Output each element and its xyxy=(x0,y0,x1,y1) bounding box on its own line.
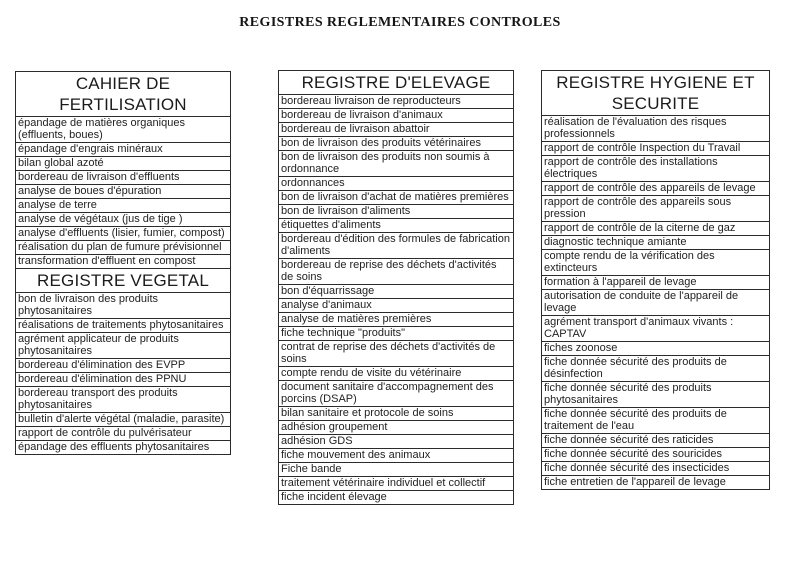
register-item: bon de livraison des produits non soumis à ordonnance xyxy=(279,151,513,177)
register-item: analyse de végétaux (jus de tige ) xyxy=(16,213,230,227)
register-item: diagnostic technique amiante xyxy=(542,236,769,250)
register-item: fiche incident élevage xyxy=(281,491,387,503)
register-item: rapport de contrôle de la citerne de gaz xyxy=(542,222,769,236)
register-item: épandage d'engrais minéraux xyxy=(16,143,230,157)
register-item: bordereau livraison de reproducteurs xyxy=(279,95,513,109)
register-item: contrat de reprise des déchets d'activités de soins xyxy=(279,341,513,367)
register-item: compte rendu de la vérification des extincteurs xyxy=(542,250,769,276)
register-item: analyse de terre xyxy=(16,199,230,213)
register-item: autorisation de conduite de l'appareil de levage xyxy=(542,290,769,316)
register-item: rapport de contrôle des appareils sous pression xyxy=(542,196,769,222)
register-item: bordereau de livraison abattoir xyxy=(279,123,513,137)
register-item: document sanitaire d'accompagnement des porcins (DSAP) xyxy=(279,381,513,407)
register-item: fiches zoonose xyxy=(542,342,769,356)
register-item: Fiche bande xyxy=(279,463,513,477)
register-item: rapport de contrôle des appareils de levage xyxy=(542,182,769,196)
register-item: fiche donnée sécurité des produits phytosanitaires xyxy=(542,382,769,408)
register-item: bordereau transport des produits phytosanitaires xyxy=(16,387,230,413)
page-title: REGISTRES REGLEMENTAIRES CONTROLES xyxy=(239,15,561,30)
register-item: compte rendu de visite du vétérinaire xyxy=(279,367,513,381)
register-item: bon de livraison d'aliments xyxy=(279,205,513,219)
register-item: ordonnances xyxy=(279,177,513,191)
register-item: épandage de matières organiques (effluents, boues) xyxy=(16,117,230,143)
register-item: rapport de contrôle Inspection du Travail xyxy=(542,142,769,156)
register-item: bordereau d'édition des formules de fabrication d'aliments xyxy=(279,233,513,259)
register-item: analyse d'animaux xyxy=(279,299,513,313)
register-item: fiche entretien de l'appareil de levage xyxy=(544,476,726,488)
register-item: bilan global azoté xyxy=(16,157,230,171)
register-item: bordereau de livraison d'effluents xyxy=(16,171,230,185)
register-item: bordereau d'élimination des PPNU xyxy=(16,373,230,387)
register-item: agrément transport d'animaux vivants : CAPTAV xyxy=(542,316,769,342)
register-item: analyse de matières premières xyxy=(279,313,513,327)
register-item: bon de livraison des produits vétérinaires xyxy=(279,137,513,151)
register-header: REGISTRE HYGIENE ET SECURITE xyxy=(542,71,769,116)
register-item: bon de livraison des produits phytosanitaires xyxy=(16,293,230,319)
register-item: fiche donnée sécurité des souricides xyxy=(542,448,769,462)
register-item: réalisation du plan de fumure prévisionnel xyxy=(16,241,230,255)
register-item: étiquettes d'aliments xyxy=(279,219,513,233)
register-item: réalisations de traitements phytosanitaires xyxy=(16,319,230,333)
register-item: fiche technique "produits" xyxy=(279,327,513,341)
register-item: adhésion GDS xyxy=(279,435,513,449)
register-item: bulletin d'alerte végétal (maladie, parasite) xyxy=(16,413,230,427)
register-item: fiche donnée sécurité des raticides xyxy=(542,434,769,448)
register-item: transformation d'effluent en compost xyxy=(16,255,230,269)
register-item: rapport de contrôle des installations électriques xyxy=(542,156,769,182)
table-registre-hygiene-securite xyxy=(541,70,770,490)
register-item: analyse d'effluents (lisier, fumier, compost) xyxy=(16,227,230,241)
register-item: adhésion groupement xyxy=(279,421,513,435)
register-item: rapport de contrôle du pulvérisateur xyxy=(16,427,230,441)
register-item: bon d'équarrissage xyxy=(279,285,513,299)
register-header: REGISTRE D'ELEVAGE xyxy=(279,71,513,95)
table-cahier-de-fertilisation xyxy=(15,71,231,455)
register-item: traitement vétérinaire individuel et collectif xyxy=(279,477,513,491)
register-item: fiche donnée sécurité des produits de désinfection xyxy=(542,356,769,382)
register-item: formation à l'appareil de levage xyxy=(542,276,769,290)
register-item: fiche mouvement des animaux xyxy=(279,449,513,463)
register-item: analyse de boues d'épuration xyxy=(16,185,230,199)
register-item: épandage des effluents phytosanitaires xyxy=(18,441,210,453)
register-header: REGISTRE VEGETAL xyxy=(16,269,230,293)
register-item: bordereau d'élimination des EVPP xyxy=(16,359,230,373)
register-item: fiche donnée sécurité des insecticides xyxy=(542,462,769,476)
register-item: fiche donnée sécurité des produits de traitement de l'eau xyxy=(542,408,769,434)
register-item: réalisation de l'évaluation des risques professionnels xyxy=(542,116,769,142)
register-item: bilan sanitaire et protocole de soins xyxy=(279,407,513,421)
register-item: bon de livraison d'achat de matières premières xyxy=(279,191,513,205)
table-registre-elevage xyxy=(278,70,514,505)
register-header: CAHIER DE FERTILISATION xyxy=(16,72,230,117)
register-item: bordereau de livraison d'animaux xyxy=(279,109,513,123)
register-item: agrément applicateur de produits phytosanitaires xyxy=(16,333,230,359)
register-item: bordereau de reprise des déchets d'activités de soins xyxy=(279,259,513,285)
